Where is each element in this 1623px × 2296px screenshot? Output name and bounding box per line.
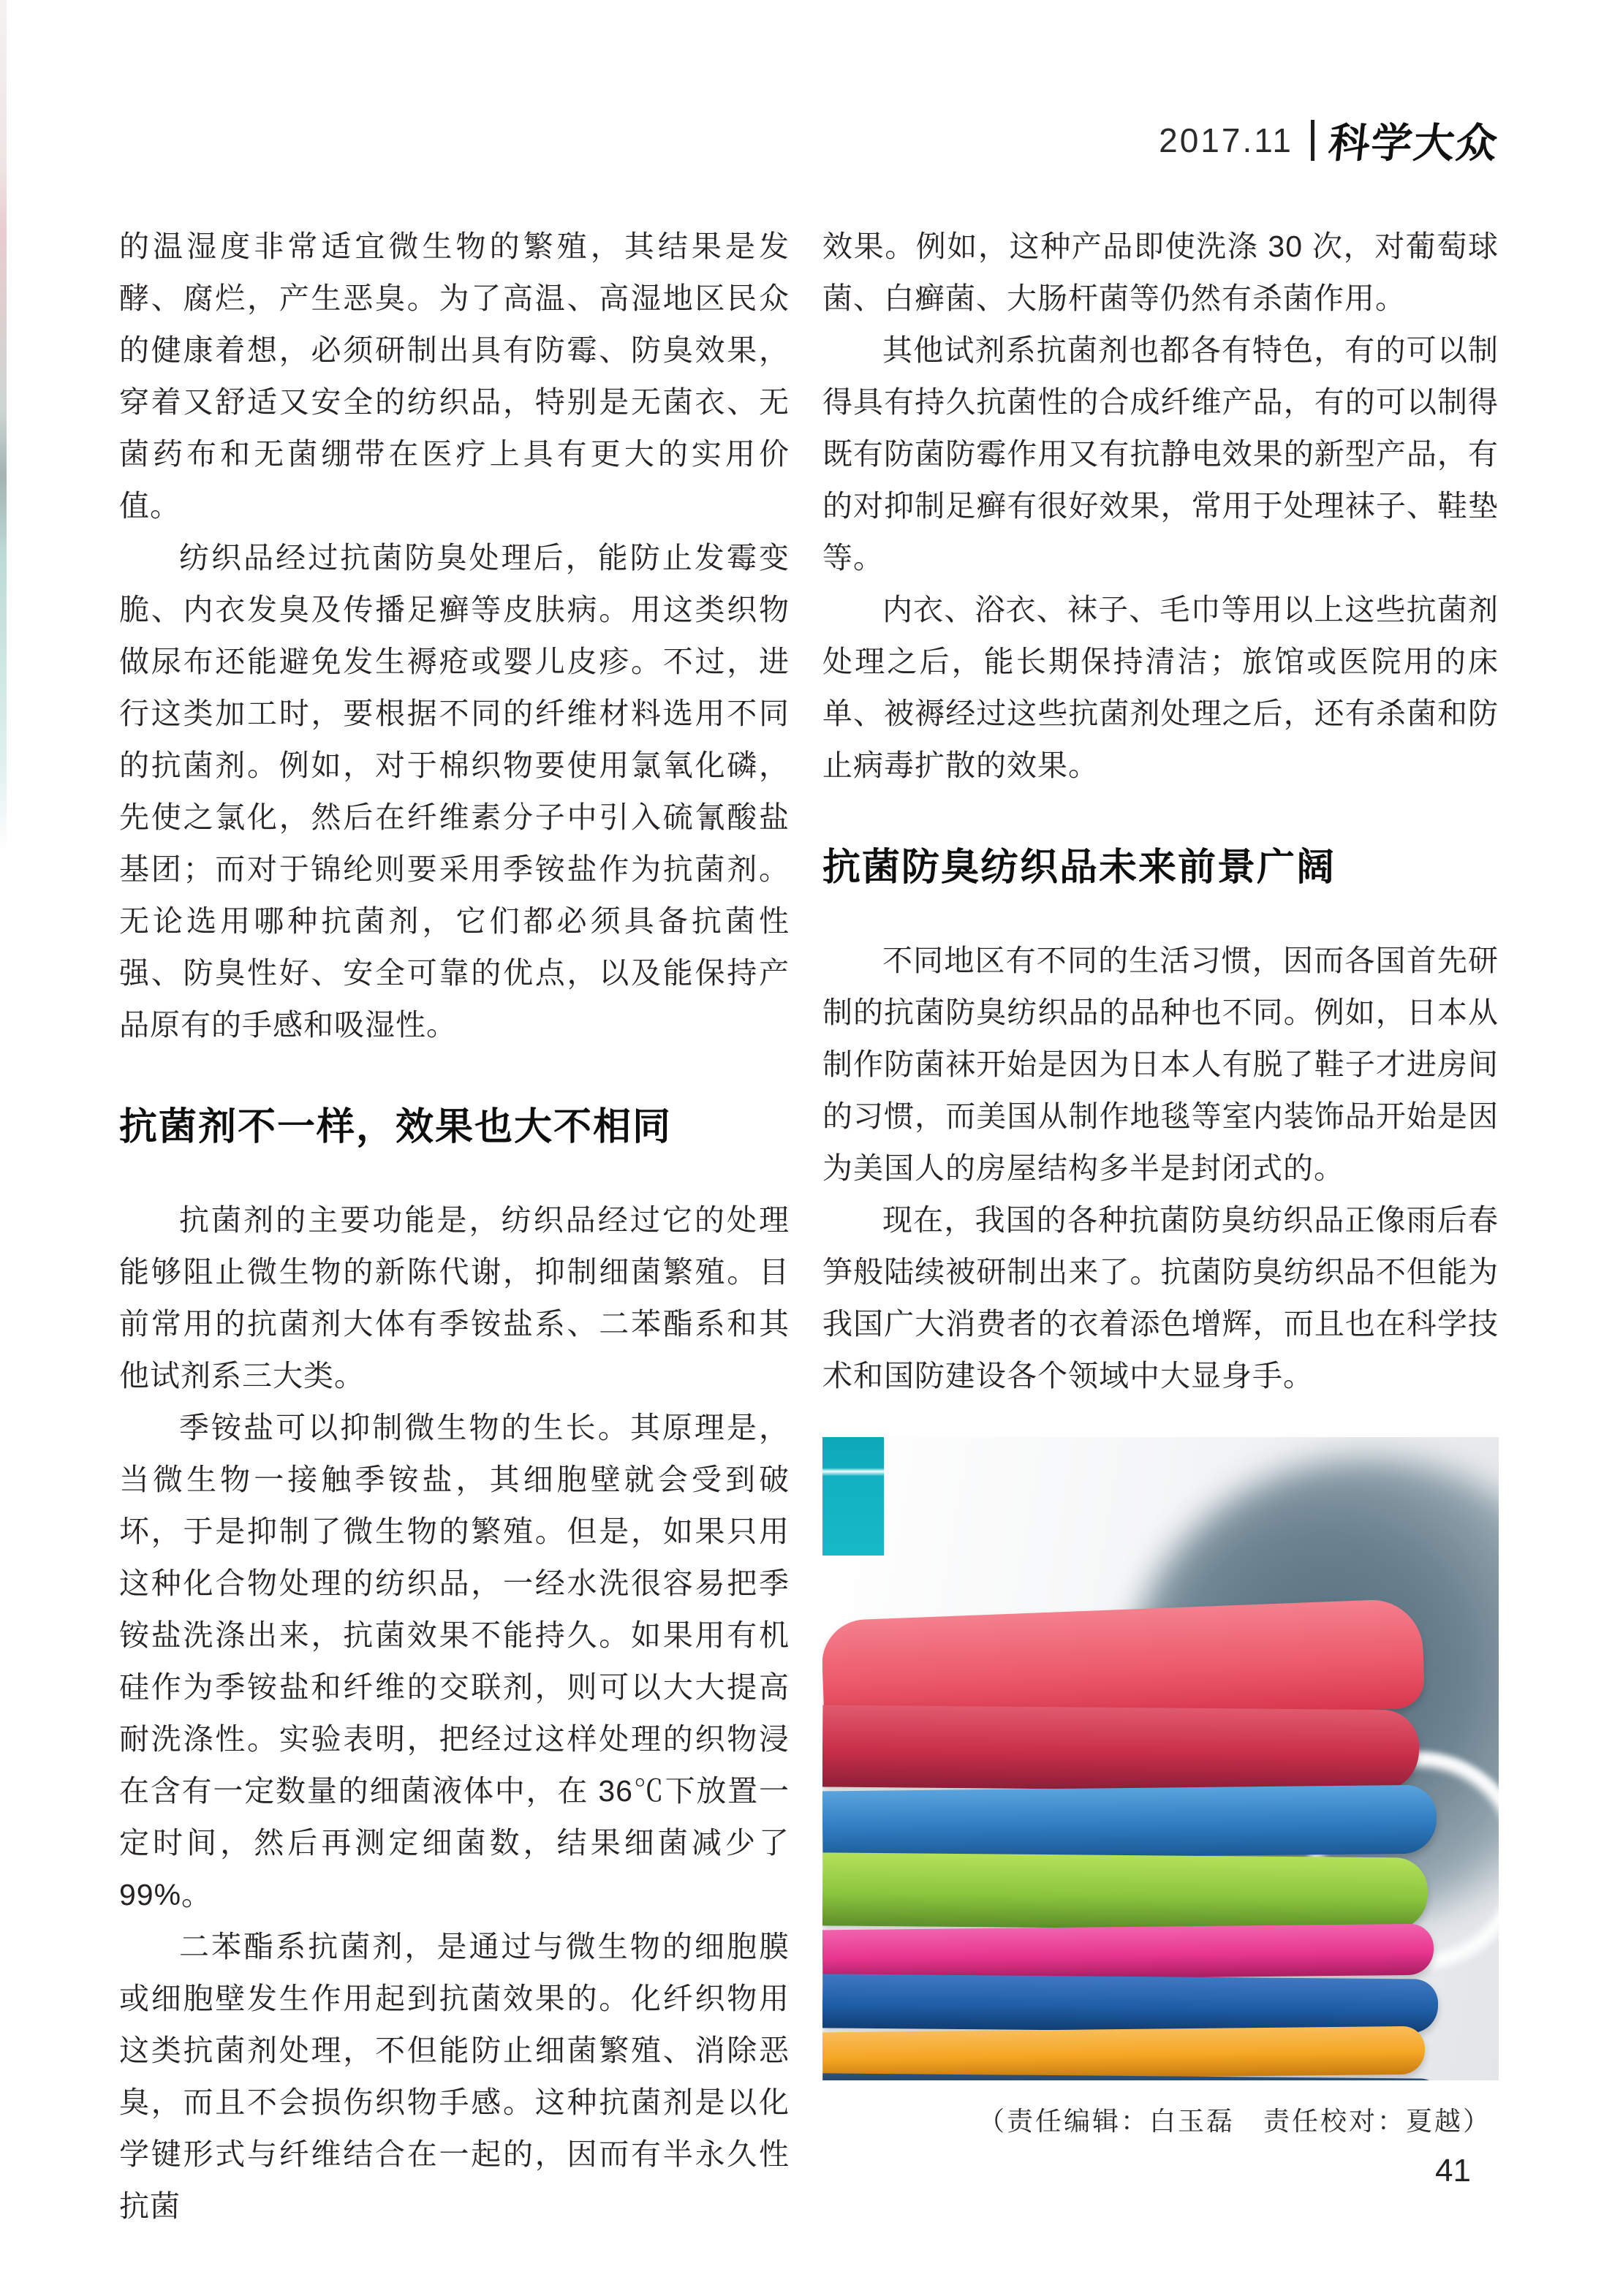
article-paragraph: 效果。例如，这种产品即使洗涤 30 次，对葡萄球菌、白癣菌、大肠杆菌等仍然有杀菌作用。 bbox=[822, 230, 1499, 315]
page-number: 41 bbox=[1435, 2153, 1471, 2189]
left-text-column bbox=[119, 221, 790, 2232]
orange-towel bbox=[822, 2026, 1425, 2080]
article-paragraph: 内衣、浴衣、袜子、毛巾等用以上这些抗菌剂处理之后，能长期保持清洁；旅馆或医院用的床单、被褥经过这些抗菌剂处理之后，还有杀菌和防止病毒扩散的效果。 bbox=[822, 593, 1499, 782]
page-edge-photo-bleed bbox=[0, 0, 7, 852]
royal-blue-towel bbox=[822, 1974, 1438, 2033]
article-paragraph: 纺织品经过抗菌防臭处理后，能防止发霉变脆、内衣发臭及传播足癣等皮肤病。用这类织物做尿布还能避免发生褥疮或婴儿皮疹。不过，进行这类加工时，要根据不同的纤维材料选用不同的抗菌剂。例如，对于棉织物要使用氯氧化磷，先使之氯化，然后在纤维素分子中引入硫氰酸盐基团；而对于锦纶则要采用季铵盐作为抗菌剂。无论选用哪种抗菌剂，它们都必须具备抗菌性强、防臭性好、安全可靠的优点，以及能保持产品原有的手感和吸湿性。 bbox=[119, 541, 790, 1042]
article-paragraph: 不同地区有不同的生活习惯，因而各国首先研制的抗菌防臭纺织品的品种也不同。例如，日本从制作防菌袜开始是因为日本人有脱了鞋子才进房间的习惯，而美国从制作地毯等室内装饰品开始是因为美国人的房屋结构多半是封闭式的。 bbox=[822, 944, 1499, 1185]
azure-towel bbox=[822, 1785, 1437, 1860]
crimson-towel bbox=[822, 1705, 1419, 1792]
editor-caption: （责任编辑：白玉磊 责任校对：夏越） bbox=[977, 2107, 1491, 2137]
article-paragraph: 其他试剂系抗菌剂也都各有特色，有的可以制得具有持久抗菌性的合成纤维产品，有的可以制得既有防菌防霉作用又有抗静电效果的新型产品，有的对抑制足癣有很好效果，常用于处理袜子、鞋垫等。 bbox=[822, 333, 1499, 575]
issue-date: 2017.11 bbox=[1159, 121, 1293, 159]
magenta-towel bbox=[822, 1924, 1434, 1982]
article-paragraph: 季铵盐可以抑制微生物的生长。其原理是，当微生物一接触季铵盐，其细胞壁就会受到破坏，于是抑制了微生物的繁殖。但是，如果只用这种化合物处理的纺织品，一经水洗很容易把季铵盐洗涤出来，抗菌效果不能持久。如果用有机硅作为季铵盐和纤维的交联剂，则可以大大提高耐洗涤性。实验表明，把经过这样处理的织物浸在含有一定数量的细菌液体中，在 36℃下放置一定时间，然后再测定细菌数，结果细菌减少了 99%。 bbox=[119, 1411, 790, 1912]
folded-textiles-stack bbox=[822, 1523, 1444, 2080]
article-paragraph: 二苯酯系抗菌剂，是通过与微生物的细胞膜或细胞壁发生作用起到抗菌效果的。化纤织物用这类抗菌剂处理，不但能防止细菌繁殖、消除恶臭，而且不会损伤织物手感。这种抗菌剂是以化学键形式与纤维结合在一起的，因而有半永久性抗菌 bbox=[119, 1930, 790, 2223]
section-heading: 抗菌防臭纺织品未来前景广阔 bbox=[822, 846, 1336, 889]
article-paragraph: 现在，我国的各种抗菌防臭纺织品正像雨后春笋般陆续被研制出来了。抗菌防臭纺织品不但能为我国广大消费者的衣着添色增辉，而且也在科学技术和国防建设各个领域中大显身手。 bbox=[822, 1203, 1499, 1393]
textiles-washing-machine-photo bbox=[822, 1437, 1499, 2080]
page-header bbox=[1159, 111, 1502, 170]
article-paragraph: 抗菌剂的主要功能是，纺织品经过它的处理能够阻止微生物的新陈代谢，抑制细菌繁殖。目前常用的抗菌剂大体有季铵盐系、二苯酯系和其他试剂系三大类。 bbox=[119, 1203, 790, 1393]
lime-towel bbox=[822, 1852, 1428, 1931]
right-text-column bbox=[822, 221, 1499, 2138]
article-paragraph: 的温湿度非常适宜微生物的繁殖，其结果是发酵、腐烂，产生恶臭。为了高温、高湿地区民众的健康着想，必须研制出具有防霉、防臭效果，穿着又舒适又安全的纺织品，特别是无菌衣、无菌药布和无菌绷带在医疗上具有更大的实用价值。 bbox=[119, 230, 790, 523]
section-heading: 抗菌剂不一样，效果也大不相同 bbox=[119, 1106, 673, 1148]
magazine-logo: 科学大众 bbox=[1326, 119, 1502, 167]
header-divider bbox=[1311, 120, 1314, 161]
